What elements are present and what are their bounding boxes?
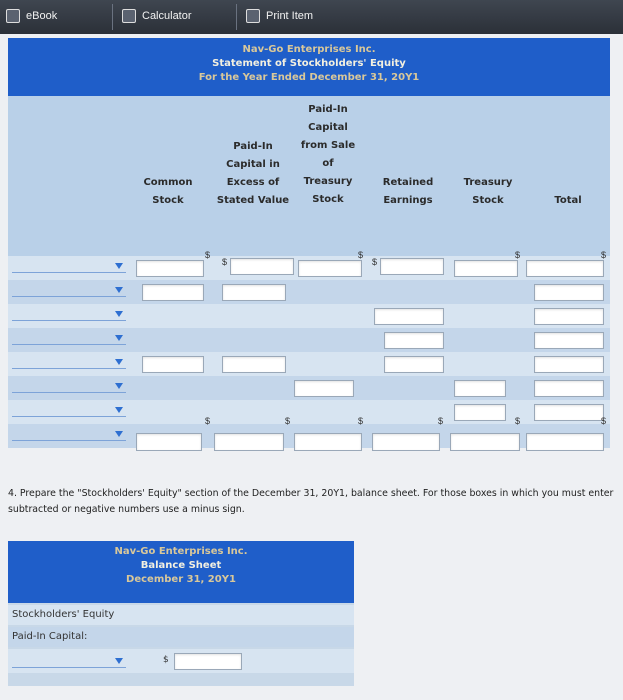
bs-title: Balance Sheet xyxy=(140,560,222,571)
retained-earnings-input[interactable] xyxy=(384,332,444,349)
currency-sign: $ xyxy=(515,416,521,426)
pic-stated-input[interactable] xyxy=(222,356,286,373)
col-treasury-stock: Treasury Stock xyxy=(463,177,513,206)
bs-company: Nav-Go Enterprises Inc. xyxy=(114,546,248,557)
row-label-select[interactable] xyxy=(12,354,126,369)
pic-stated-total-input[interactable] xyxy=(214,433,284,451)
row-label-select[interactable] xyxy=(12,282,126,297)
currency-sign: $ xyxy=(285,416,291,426)
col-common-stock: Common Stock xyxy=(143,177,193,206)
toolbar-divider xyxy=(236,4,237,30)
table-row xyxy=(8,250,610,280)
currency-sign: $ xyxy=(358,250,364,260)
total-input[interactable] xyxy=(534,380,604,397)
currency-sign: $ xyxy=(515,250,521,260)
common-stock-total-input[interactable] xyxy=(136,433,202,451)
pic-stated-input[interactable] xyxy=(222,284,286,301)
row-label-select[interactable] xyxy=(12,426,126,441)
pic-treasury-input[interactable] xyxy=(294,380,354,397)
total-input[interactable] xyxy=(534,284,604,301)
col-retained-earnings: Retained Earnings xyxy=(382,177,434,206)
col-total: Total xyxy=(554,195,582,206)
bs-date: December 31, 20Y1 xyxy=(126,574,236,585)
row-label-select[interactable] xyxy=(12,653,126,668)
row-label-select[interactable] xyxy=(12,258,126,273)
ebook-tab[interactable] xyxy=(6,9,57,23)
bs-section-label: Stockholders' Equity xyxy=(8,605,354,625)
common-stock-input[interactable] xyxy=(142,284,204,301)
calculator-tab[interactable] xyxy=(122,9,192,23)
treasury-stock-input[interactable] xyxy=(454,380,506,397)
calculator-icon xyxy=(122,9,136,23)
table-row xyxy=(8,376,610,400)
pic-treasury-input[interactable] xyxy=(298,260,362,277)
chevron-down-icon xyxy=(115,431,123,437)
common-stock-input[interactable] xyxy=(136,260,204,277)
chevron-down-icon xyxy=(115,407,123,413)
toolbar xyxy=(0,0,623,34)
column-headers xyxy=(8,96,610,256)
table-row xyxy=(8,649,354,673)
row-label-select[interactable] xyxy=(12,402,126,417)
print-label: Print Item xyxy=(266,10,314,22)
print-icon xyxy=(246,9,260,23)
bs-subsection-label: Paid-In Capital: xyxy=(8,627,354,647)
table-row xyxy=(8,328,610,352)
treasury-stock-total-input[interactable] xyxy=(450,433,520,451)
statement-company: Nav-Go Enterprises Inc. xyxy=(242,44,376,55)
statement-period: For the Year Ended December 31, 20Y1 xyxy=(198,72,420,83)
pic-stated-input[interactable] xyxy=(230,258,294,275)
treasury-stock-input[interactable] xyxy=(454,404,506,421)
table-row xyxy=(8,280,610,304)
row-label-select[interactable] xyxy=(12,378,126,393)
table-row xyxy=(8,304,610,328)
chevron-down-icon xyxy=(115,658,123,664)
total-input[interactable] xyxy=(534,332,604,349)
chevron-down-icon xyxy=(115,287,123,293)
total-input[interactable] xyxy=(526,260,604,277)
currency-sign: $ xyxy=(205,416,211,426)
print-item-tab[interactable] xyxy=(246,9,313,23)
bs-amount-input[interactable] xyxy=(174,653,242,670)
currency-sign: $ xyxy=(438,416,444,426)
col-pic-stated-value: Paid-In Capital in Excess of Stated Value xyxy=(216,141,290,206)
currency-sign: $ xyxy=(205,250,211,260)
currency-sign: $ xyxy=(163,655,169,665)
statement-rows xyxy=(8,250,610,448)
calculator-label: Calculator xyxy=(142,10,192,22)
pic-treasury-total-input[interactable] xyxy=(294,433,362,451)
total-input[interactable] xyxy=(534,404,604,421)
currency-sign: $ xyxy=(372,257,378,267)
question-text: 4. Prepare the "Stockholders' Equity" section of the December 31, 20Y1, balance sheet. For those boxes in which you must enter subtracted or negative numbers use a minus sign. xyxy=(8,488,614,515)
chevron-down-icon xyxy=(115,359,123,365)
retained-earnings-input[interactable] xyxy=(380,258,444,275)
common-stock-input[interactable] xyxy=(142,356,204,373)
retained-earnings-input[interactable] xyxy=(384,356,444,373)
toolbar-divider xyxy=(112,4,113,30)
statement-panel xyxy=(8,38,610,448)
chevron-down-icon xyxy=(115,335,123,341)
row-label-select[interactable] xyxy=(12,330,126,345)
balance-sheet-header xyxy=(8,541,354,603)
table-row xyxy=(8,352,610,376)
total-total-input[interactable] xyxy=(526,433,604,451)
chevron-down-icon xyxy=(115,383,123,389)
retained-earnings-total-input[interactable] xyxy=(372,433,440,451)
currency-sign: $ xyxy=(222,257,228,267)
retained-earnings-input[interactable] xyxy=(374,308,444,325)
currency-sign: $ xyxy=(358,416,364,426)
ebook-label: eBook xyxy=(26,10,58,22)
row-label-select[interactable] xyxy=(12,306,126,321)
statement-header xyxy=(8,38,610,96)
total-input[interactable] xyxy=(534,356,604,373)
statement-title: Statement of Stockholders' Equity xyxy=(212,58,406,69)
book-icon xyxy=(6,9,20,23)
chevron-down-icon xyxy=(115,263,123,269)
chevron-down-icon xyxy=(115,311,123,317)
col-pic-treasury: Paid-In Capital from Sale of Treasury Stock xyxy=(300,104,356,205)
balance-sheet-panel xyxy=(8,541,354,686)
currency-sign: $ xyxy=(601,416,607,426)
total-input[interactable] xyxy=(534,308,604,325)
currency-sign: $ xyxy=(601,250,607,260)
treasury-stock-input[interactable] xyxy=(454,260,518,277)
